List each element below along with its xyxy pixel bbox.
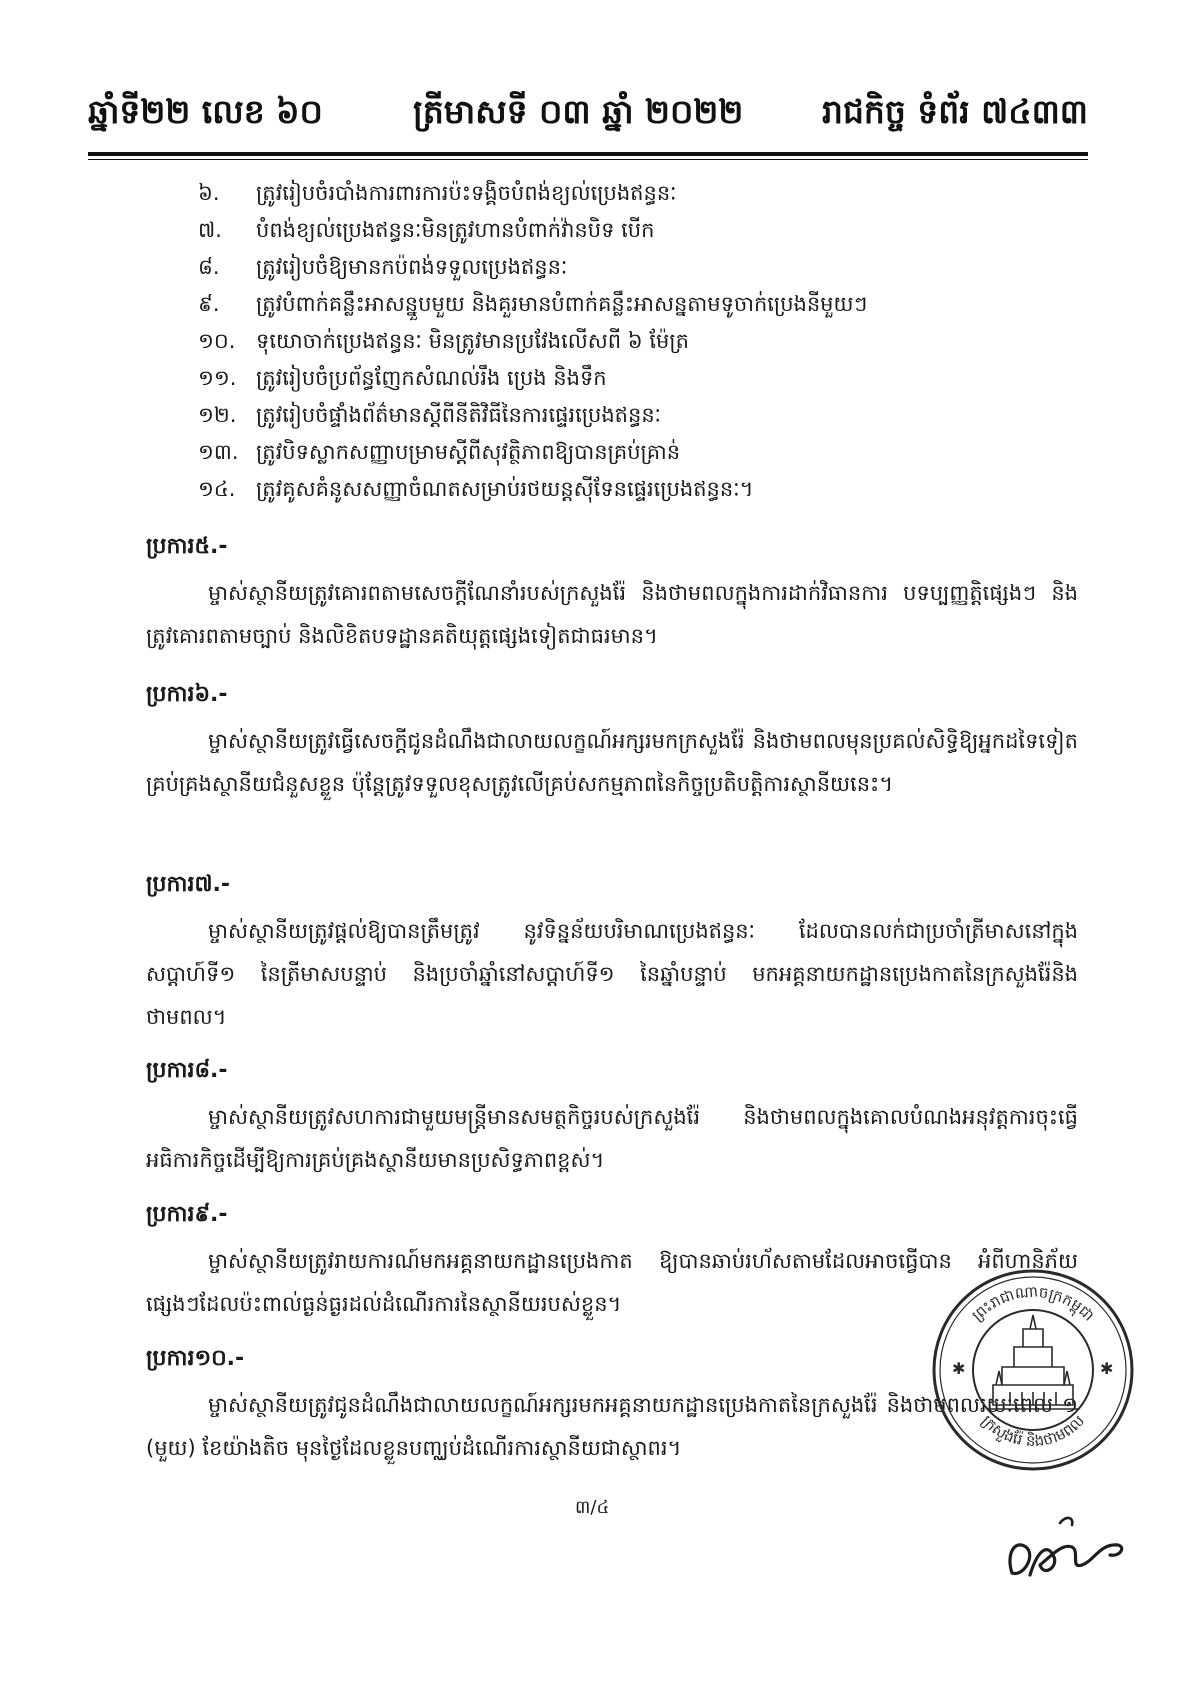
page-number: ៣/៤	[575, 1497, 610, 1518]
article-heading: ប្រការ១០.-	[146, 1346, 245, 1371]
list-item	[198, 175, 1078, 212]
article-body: ម្ចាស់ស្ថានីយត្រូវផ្ដល់ឱ្យបានត្រឹមត្រូវ នូវទិន្នន័យបរិមាណប្រេងឥន្ធនៈ ដែលបានលក់ជាប្រចាំត្រីមាសនៅក្នុងសប្ដាហ៍ទី១ នៃត្រីមាសបន្ទាប់ និងប្រចាំឆ្នាំនៅសប្ដាហ៍ទី១ នៃឆ្នាំបន្ទាប់ មកអគ្គនាយកដ្ឋានប្រេងកាតនៃក្រសួងរ៉ែនិងថាមពល។	[146, 919, 1078, 1029]
signature-icon	[1000, 1503, 1140, 1593]
article-heading: ប្រការ៧.-	[146, 872, 230, 897]
list-item-number: ១០.	[198, 329, 236, 353]
list-item-text: បំពង់ខ្យល់ប្រេងឥន្ធនៈមិនត្រូវហានបំពាក់វ៉ានបិទ បើក	[256, 218, 655, 242]
gazette-quarter: ត្រីមាសទី ០៣ ឆ្នាំ ២០២២	[413, 92, 744, 131]
gazette-page-ref: រាជកិច្ច ទំព័រ ៧៤៣៣	[822, 92, 1088, 131]
list-item	[198, 397, 1078, 434]
header-divider	[88, 152, 1088, 156]
list-item	[198, 212, 1078, 249]
article-7	[146, 870, 1086, 1039]
list-item-text: ត្រូវរៀបចំឱ្យមានកប៉ពង់ទទួលប្រេងឥន្ធនៈ	[256, 255, 568, 279]
list-item-text: ត្រូវបិទស្លាកសញ្ញាបម្រាមស្ដីពីសុវត្ថិភាពឱ្យបានគ្រប់គ្រាន់	[256, 440, 681, 464]
list-item	[198, 323, 1078, 360]
official-seal-icon	[930, 1267, 1136, 1473]
list-item-number: ៨.	[198, 255, 220, 279]
article-body: ម្ចាស់ស្ថានីយត្រូវធ្វើសេចក្ដីជូនដំណឹងជាលាយលក្ខណ៍អក្សរមកក្រសួងរ៉ែ និងថាមពលមុនប្រគល់សិទ្ធិឱ្យអ្នកដទៃទៀតគ្រប់គ្រងស្ថានីយជំនួសខ្លួន ប៉ុន្តែត្រូវទទួលខុសត្រូវលើគ្រប់សកម្មភាពនៃកិច្ចប្រតិបត្តិការស្ថានីយនេះ។	[146, 729, 1078, 796]
svg-text:✱: ✱	[952, 1359, 966, 1378]
list-item-number: ១២.	[198, 403, 237, 427]
article-5	[146, 532, 1086, 658]
list-item-text: ត្រូវគូសគំនូសសញ្ញាចំណតសម្រាប់រថយន្តស៊ីទែនផ្ទេរប្រេងឥន្ធនៈ។	[256, 477, 754, 501]
article-heading: ប្រការ៨.-	[146, 1058, 228, 1083]
list-item-text: ទុយោចាក់ប្រេងឥន្ធនៈ មិនត្រូវមានប្រវែងលើសពី ៦ ម៉ែត្រ	[256, 329, 689, 353]
list-item	[198, 471, 1078, 508]
list-item-text: ត្រូវរៀបចំផ្ទាំងព័ត៌មានស្ដីពីនីតិវិធីនៃការផ្ទេរប្រេងឥន្ធនៈ	[256, 403, 662, 427]
gazette-year-issue: ឆ្នាំទី២២ លេខ ៦០	[88, 92, 323, 131]
article-body: ម្ចាស់ស្ថានីយត្រូវគោរពតាមសេចក្ដីណែនាំរបស់ក្រសួងរ៉ែ និងថាមពលក្នុងការដាក់វិធានការ បទប្បញ្ញត្តិផ្សេងៗ និងត្រូវគោរពតាមច្បាប់ និងលិខិតបទដ្ឋានគតិយុត្តផ្សេងទៀតជាធរមាន។	[146, 581, 1078, 648]
seal-text-bottom: ក្រសួងរ៉ែ និងថាមពល	[977, 1411, 1089, 1451]
list-item-text: ត្រូវបំពាក់គន្លឹះអាសន្នួបមួយ និងគួរមានបំពាក់គន្លឹះអាសន្នតាមទូចាក់ប្រេងនីមួយៗ	[256, 292, 868, 316]
list-item-number: ៧.	[198, 218, 222, 242]
svg-text:✱: ✱	[1100, 1359, 1114, 1378]
list-item	[198, 360, 1078, 397]
list-item-text: ត្រូវរៀបចំប្រព័ន្ធញែកសំណល់រឹង ប្រេង និងទឹក	[256, 366, 607, 390]
article-6	[146, 680, 1086, 806]
list-item	[198, 434, 1078, 471]
list-item-number: ១៣.	[198, 440, 239, 464]
list-item-number: ១១.	[198, 366, 237, 390]
requirements-list	[198, 175, 1078, 508]
gazette-header	[88, 86, 1088, 146]
article-heading: ប្រការ៥.-	[146, 534, 228, 559]
seal-text-top: ព្រះរាជាណាចក្រកម្ពុជា	[968, 1282, 1098, 1325]
list-item	[198, 249, 1078, 286]
article-body: ម្ចាស់ស្ថានីយត្រូវសហការជាមួយមន្ត្រីមានសមត្ថកិច្ចរបស់ក្រសួងរ៉ែ និងថាមពលក្នុងគោលបំណងអនុវត្តការចុះធ្វើអធិការកិច្ចដើម្បីឱ្យការគ្រប់គ្រងស្ថានីយមានប្រសិទ្ធភាពខ្ពស់។	[146, 1105, 1078, 1172]
article-heading: ប្រការ៩.-	[146, 1202, 228, 1227]
article-body: ម្ចាស់ស្ថានីយត្រូវជូនដំណឹងជាលាយលក្ខណ៍អក្សរមកអគ្គនាយកដ្ឋានប្រេងកាតនៃក្រសួងរ៉ែ និងថាមពលរយៈពេល ១ (មួយ) ខែយ៉ាងតិច មុនថ្ងៃដែលខ្លួនបញ្ឈប់ដំណើរការស្ថានីយជាស្ថាពរ។	[146, 1393, 1078, 1460]
article-heading: ប្រការ៦.-	[146, 682, 228, 707]
header-divider-thin	[88, 159, 1088, 160]
list-item-number: ១៤.	[198, 477, 236, 501]
list-item-number: ៩.	[198, 292, 220, 316]
article-body: ម្ចាស់ស្ថានីយត្រូវរាយការណ៍មកអគ្គនាយកដ្ឋានប្រេងកាត ឱ្យបានឆាប់រហ័សតាមដែលអាចធ្វើបាន អំពីហានិភ័យផ្សេងៗដែលប៉ះពាល់ធ្ងន់ធ្ងរដល់ដំណើរការនៃស្ថានីយរបស់ខ្លួន។	[146, 1249, 1078, 1316]
list-item	[198, 286, 1078, 323]
list-item-text: ត្រូវរៀបចំរបាំងការពារការប៉ះទង្គិចបំពង់ខ្យល់ប្រេងឥន្ធនៈ	[256, 181, 677, 205]
article-8	[146, 1056, 1086, 1182]
list-item-number: ៦.	[198, 181, 220, 205]
